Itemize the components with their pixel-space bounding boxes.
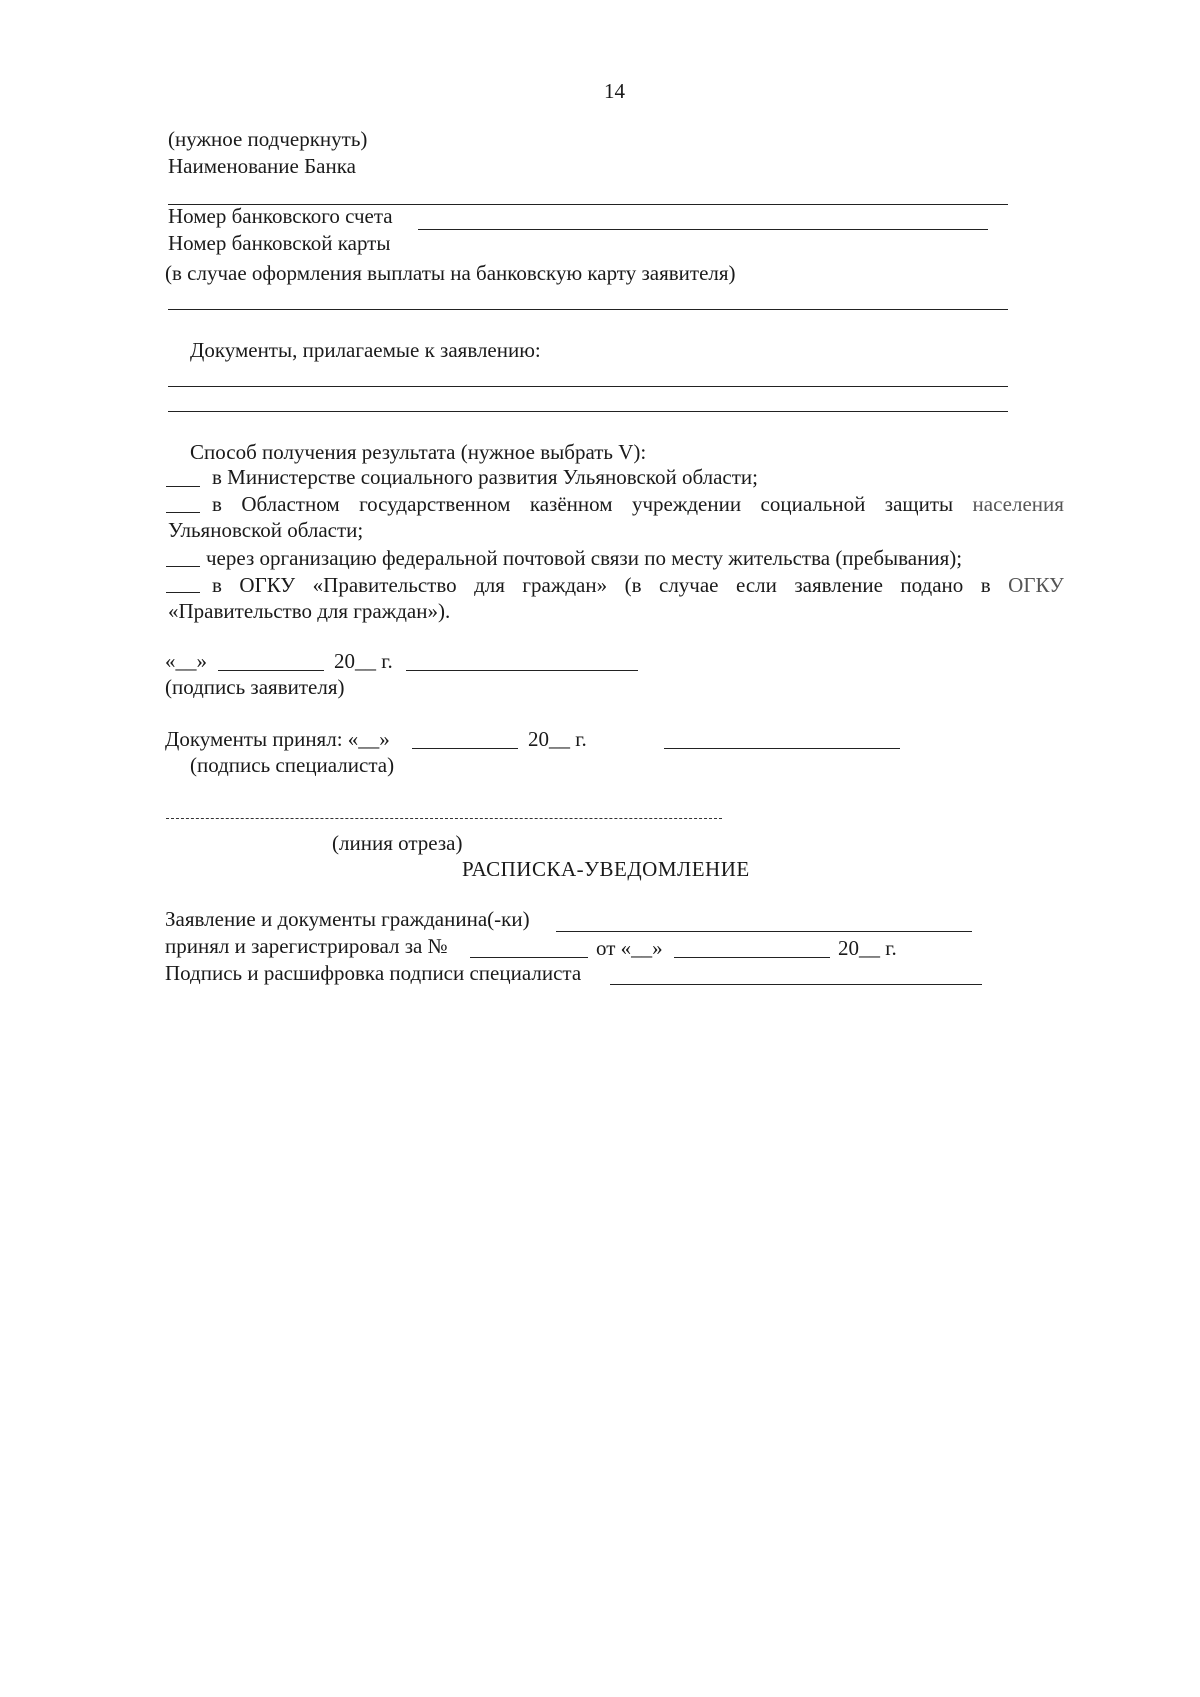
option-2-word: учреждении — [631, 492, 742, 516]
option-1-checkbox[interactable] — [166, 486, 200, 487]
citizen-name-field[interactable] — [556, 931, 972, 932]
option-2-label — [212, 491, 1064, 517]
option-4-label — [212, 572, 1064, 598]
option-4-word: (в — [624, 573, 642, 597]
option-4-word: «Правительство — [312, 573, 457, 597]
option-1-label: в Министерстве социального развития Ульяновской области; — [212, 465, 758, 489]
option-4-word: в — [212, 573, 222, 597]
option-2-word: государственном — [359, 492, 511, 516]
applicant-signature-field[interactable] — [406, 670, 638, 671]
option-4-word: для — [474, 573, 505, 597]
option-2-checkbox[interactable] — [166, 512, 200, 513]
specialist-signature-caption: (подпись специалиста) — [190, 753, 395, 777]
accepted-label: Документы принял: «__» — [165, 727, 390, 751]
option-4-word: граждан» — [522, 573, 608, 597]
option-2-word: населения — [972, 492, 1064, 516]
attached-documents-field-2[interactable] — [168, 411, 1008, 412]
option-4-word: заявление — [794, 573, 883, 597]
registration-number-field[interactable] — [470, 957, 588, 958]
registration-date-field[interactable] — [674, 957, 830, 958]
notice-line2-year: 20__ г. — [838, 936, 897, 960]
option-2-label-cont: Ульяновской области; — [168, 518, 364, 542]
tear-line-caption: (линия отреза) — [332, 831, 463, 855]
option-2-word: в — [212, 492, 222, 516]
tear-line — [166, 818, 722, 819]
option-4-word: ОГКУ — [239, 573, 296, 597]
underline-hint: (нужное подчеркнуть) — [168, 127, 368, 151]
option-4-word: если — [736, 573, 777, 597]
option-2-word: Областном — [241, 492, 340, 516]
applicant-date-open: «__» — [165, 649, 207, 673]
specialist-signature-field[interactable] — [664, 748, 900, 749]
account-number-field[interactable] — [418, 229, 988, 230]
attached-documents-label: Документы, прилагаемые к заявлению: — [190, 338, 541, 362]
account-number-label: Номер банковского счета — [168, 204, 393, 228]
notice-line2-label: принял и зарегистрировал за № — [165, 934, 448, 958]
option-4-word: подано — [900, 573, 964, 597]
option-2-word: защиты — [884, 492, 954, 516]
receipt-method-heading: Способ получения результата (нужное выбрать V): — [190, 440, 647, 464]
option-4-checkbox[interactable] — [166, 592, 200, 593]
attached-documents-field-1[interactable] — [168, 386, 1008, 387]
applicant-date-month-field[interactable] — [218, 670, 324, 671]
bank-name-label: Наименование Банка — [168, 154, 356, 178]
option-2-word: социальной — [760, 492, 866, 516]
option-3-checkbox[interactable] — [166, 566, 200, 567]
notice-line3-label: Подпись и расшифровка подписи специалиста — [165, 961, 582, 985]
specialist-signature-decode-field[interactable] — [610, 984, 982, 985]
card-number-field[interactable] — [168, 309, 1008, 310]
option-3-label: через организацию федеральной почтовой связи по месту жительства (пребывания); — [206, 546, 963, 570]
option-4-label-cont: «Правительство для граждан»). — [168, 599, 451, 623]
option-2-word: казённом — [529, 492, 613, 516]
accepted-date-month-field[interactable] — [412, 748, 518, 749]
page-number: 14 — [604, 79, 625, 103]
option-4-word: в — [980, 573, 991, 597]
notice-line2-from: от «__» — [596, 936, 663, 960]
applicant-date-year: 20__ г. — [334, 649, 393, 673]
accepted-date-year: 20__ г. — [528, 727, 587, 751]
applicant-signature-caption: (подпись заявителя) — [165, 675, 345, 699]
notice-line1-label: Заявление и документы гражданина(-ки) — [165, 907, 530, 931]
card-number-label: Номер банковской карты — [168, 231, 391, 255]
option-4-word: ОГКУ — [1008, 573, 1064, 597]
option-4-word: случае — [659, 573, 719, 597]
notice-title: РАСПИСКА-УВЕДОМЛЕНИЕ — [462, 857, 750, 881]
card-note: (в случае оформления выплаты на банковскую карту заявителя) — [165, 261, 736, 285]
